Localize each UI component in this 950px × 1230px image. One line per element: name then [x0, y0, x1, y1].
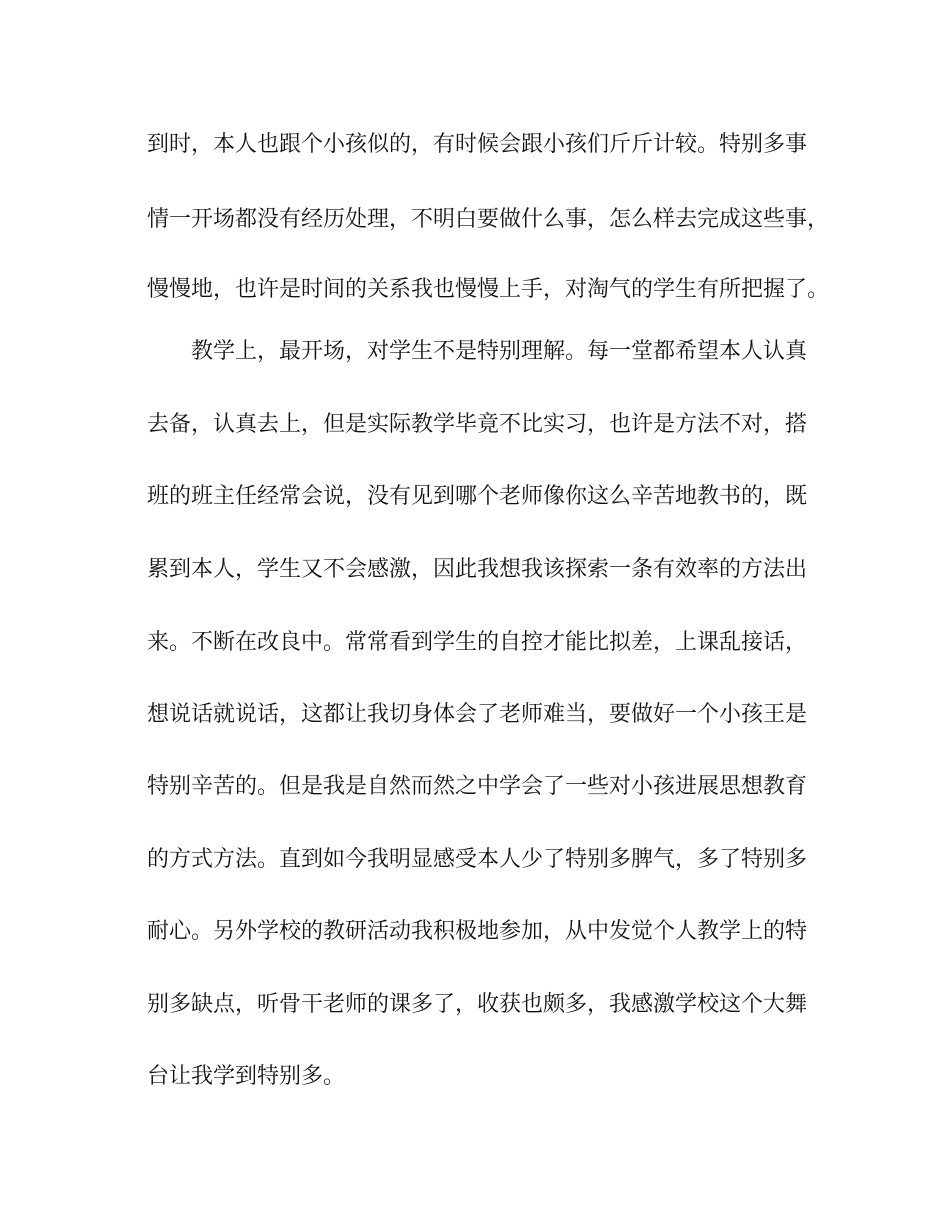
text-line-7: 累到本人，学生又不会感激，因此我想我该探索一条有效率的方法出 [147, 557, 808, 582]
text-line-5: 去备，认真去上，但是实际教学毕竟不比实习，也许是方法不对，搭 [147, 412, 808, 437]
text-line-12: 耐心。另外学校的教研活动我积极地参加，从中发觉个人教学上的特 [147, 919, 808, 944]
text-line-9: 想说话就说话，这都让我切身体会了老师难当，要做好一个小孩王是 [147, 702, 808, 727]
text-line-3: 慢慢地，也许是时间的关系我也慢慢上手，对淘气的学生有所把握了。 [147, 277, 830, 302]
text-line-13: 别多缺点，听骨干老师的课多了，收获也颇多，我感激学校这个大舞 [147, 992, 808, 1017]
text-line-2: 情一开场都没有经历处理，不明白要做什么事，怎么样去完成这些事， [147, 207, 830, 232]
text-line-8: 来。不断在改良中。常常看到学生的自控才能比拟差，上课乱接话， [147, 630, 808, 655]
text-line-1: 到时，本人也跟个小孩似的，有时候会跟小孩们斤斤计较。特别多事 [147, 132, 808, 157]
text-line-6: 班的班主任经常会说，没有见到哪个老师像你这么辛苦地教书的，既 [147, 484, 808, 509]
text-line-10: 特别辛苦的。但是我是自然而然之中学会了一些对小孩进展思想教育 [147, 774, 808, 799]
paragraph-start-line: 教学上，最开场，对学生不是特别理解。每一堂都希望本人认真 [191, 339, 808, 364]
text-line-11: 的方式方法。直到如今我明显感受本人少了特别多脾气，多了特别多 [147, 847, 808, 872]
text-line-14: 台让我学到特别多。 [147, 1064, 346, 1089]
